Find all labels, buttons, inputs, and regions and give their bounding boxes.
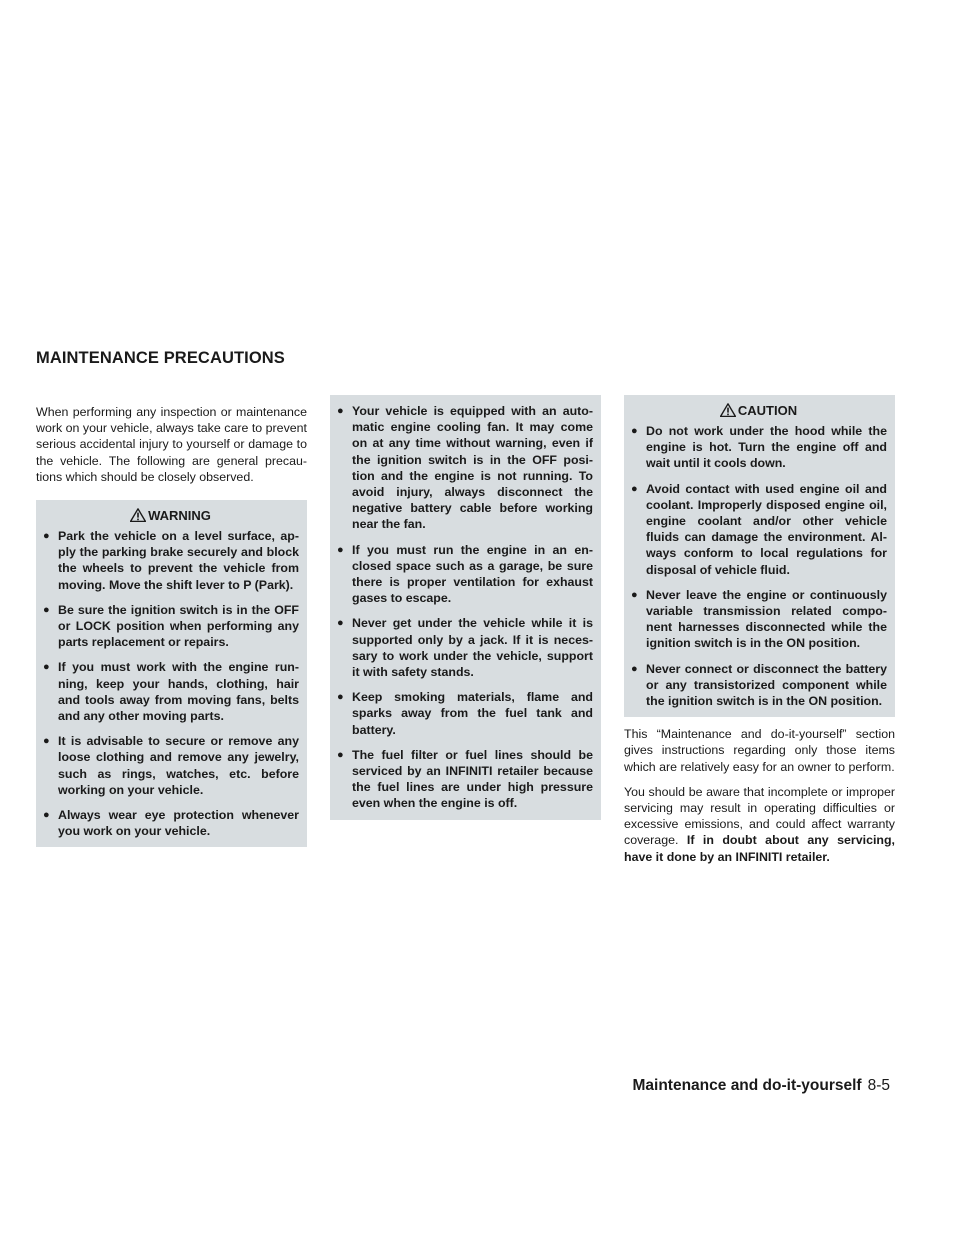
bullet-icon: ● (337, 748, 344, 761)
caution-item: ● Avoid contact with used engine oil and coolant. Improperly disposed engine oil, engine coolant and/or other vehicle fluids can damage the environment. Al-ways conform to local regulations for disposal of vehicle fluid. (631, 481, 887, 577)
bullet-icon: ● (337, 405, 344, 417)
warning-item: ● If you must work with the engine run-ning, keep your hands, clothing, hair and tools away from moving fans, belts and any other moving parts. (43, 660, 299, 724)
warning-box (36, 500, 307, 847)
warning-item: ● It is advisable to secure or remove any loose clothing and remove any jewelry, such as rings, watches, etc. before working on your vehicle. (43, 734, 299, 797)
caution-item: ● Never leave the engine or continuously variable transmission related compo-nent harnesses disconnected while the ignition switch is in the ON position. (631, 587, 887, 651)
bullet-icon: ● (43, 603, 50, 616)
intro-paragraph: When performing any inspection or maintenance work on your vehicle, always take care to prevent serious accidental injury to yourself or damage to the vehicle. The following are general precau-tions which should be closely observed. (36, 405, 307, 484)
page-number: 8-5 (867, 1077, 890, 1094)
warning-item: ● If you must run the engine in an en-closed space such as a garage, be sure there is proper ventilation for exhaust gases to escape. (337, 542, 593, 606)
column-3 (624, 404, 895, 865)
warning-heading (42, 506, 299, 524)
warning-title: WARNING (148, 507, 211, 523)
caution-triangle-icon (720, 403, 736, 417)
warning-item: ● Always wear eye protection whenever you work on your vehicle. (43, 808, 299, 839)
bullet-icon: ● (337, 691, 344, 704)
bullet-icon: ● (43, 809, 50, 822)
bullet-icon: ● (631, 662, 638, 675)
bullet-icon: ● (43, 661, 50, 674)
warning-item: ● Never get under the vehicle while it is supported only by a jack. If it is neces-sary to work under the vehicle, support it with safety stands. (337, 616, 593, 680)
warning-triangle-icon (130, 508, 146, 522)
warning-item: ● Be sure the ignition switch is in the OFF or LOCK position when performing any parts replacement or repairs. (43, 602, 299, 650)
bullet-icon: ● (43, 530, 50, 543)
bullet-icon: ● (631, 425, 638, 437)
bullet-icon: ● (631, 482, 638, 495)
warning-box-continued (330, 395, 601, 820)
column-2 (330, 404, 601, 820)
warning-item: ● Keep smoking materials, flame and sparks away from the fuel tank and battery. (337, 690, 593, 737)
bullet-icon: ● (337, 617, 344, 630)
caution-title: CAUTION (737, 402, 798, 418)
bullet-icon: ● (337, 543, 344, 556)
caution-item: ● Never connect or disconnect the battery or any transistorized component while the ignition switch is in the ON position. (631, 661, 887, 709)
warning-item: ● Park the vehicle on a level surface, ap-ply the parking brake securely and block the wheels to prevent the vehicle from moving. Move the shift lever to P (Park). (43, 529, 299, 592)
column-1 (36, 404, 307, 847)
bullet-icon: ● (631, 588, 638, 601)
warning-item: ● Your vehicle is equipped with an auto-matic engine cooling fan. It may come on at any time without warning, even if the ignition switch is in the OFF posi-tion and the engine is not running. To avoid injury, always disconnect the negative battery cable before working near the fan. (337, 404, 593, 532)
section-title: MAINTENANCE PRECAUTIONS (36, 349, 285, 367)
warning-item: ● The fuel filter or fuel lines should be serviced by an INFINITI retailer because the fuel lines are under high pressure even when the engine is off. (337, 747, 593, 811)
bullet-icon: ● (43, 735, 50, 748)
section-scope-paragraph: This “Maintenance and do-it-yourself” section gives instructions regarding only those items which are relatively easy for an owner to perform. (624, 727, 895, 774)
page-footer (633, 1077, 891, 1095)
caution-box (624, 395, 895, 717)
servicing-advice-bold: If in doubt about any servicing, have it done by an INFINITI retailer. (624, 833, 895, 864)
chapter-title: Maintenance and do-it-yourself (632, 1077, 862, 1094)
servicing-paragraph: You should be aware that incomplete or improper servicing may result in operating difficulties or excessive emissions, and could affect warranty coverage. If in doubt about any servicing, have it done by an INFINITI retailer. (624, 784, 895, 864)
caution-heading (630, 401, 887, 419)
caution-item: ● Do not work under the hood while the engine is hot. Turn the engine off and wait until it cools down. (631, 424, 887, 471)
